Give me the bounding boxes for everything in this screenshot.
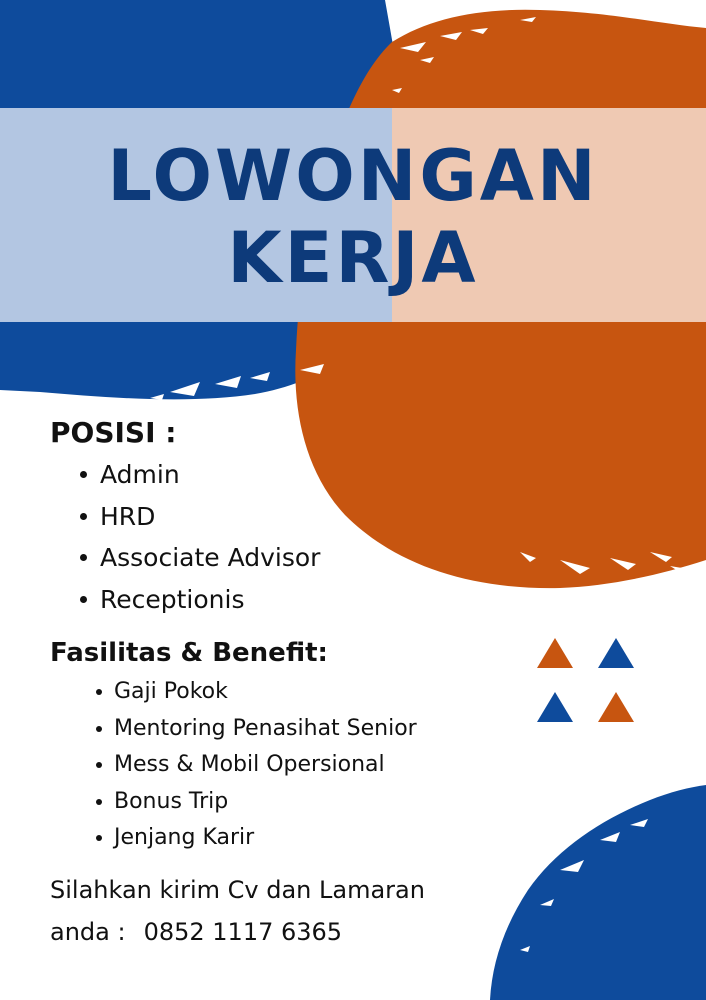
title-line-1: LOWONGAN	[107, 135, 599, 217]
benefits-heading: Fasilitas & Benefit:	[50, 638, 328, 668]
benefit-item: Jenjang Karir	[94, 820, 417, 857]
brush-blob-blue-icon	[490, 785, 706, 1000]
contact-prefix: anda :	[50, 918, 126, 946]
contact-text: Silahkan kirim Cv dan Lamaran	[50, 876, 425, 904]
title-line-2: KERJA	[227, 217, 479, 299]
positions-heading: POSISI :	[50, 416, 177, 449]
benefit-item: Bonus Trip	[94, 784, 417, 821]
triangle-icon	[537, 692, 573, 722]
position-item: Associate Advisor	[78, 537, 320, 579]
position-item: HRD	[78, 496, 320, 538]
benefit-item: Mess & Mobil Opersional	[94, 747, 417, 784]
positions-list	[78, 454, 320, 620]
benefit-item: Gaji Pokok	[94, 674, 417, 711]
contact-phone: 0852 1117 6365	[143, 918, 343, 946]
triangle-icon	[537, 638, 573, 668]
benefit-item: Mentoring Penasihat Senior	[94, 711, 417, 748]
triangle-icon	[598, 692, 634, 722]
triangle-icon	[598, 638, 634, 668]
benefits-list	[94, 674, 417, 857]
position-item: Receptionis	[78, 579, 320, 621]
position-item: Admin	[78, 454, 320, 496]
contact-line	[50, 912, 342, 952]
